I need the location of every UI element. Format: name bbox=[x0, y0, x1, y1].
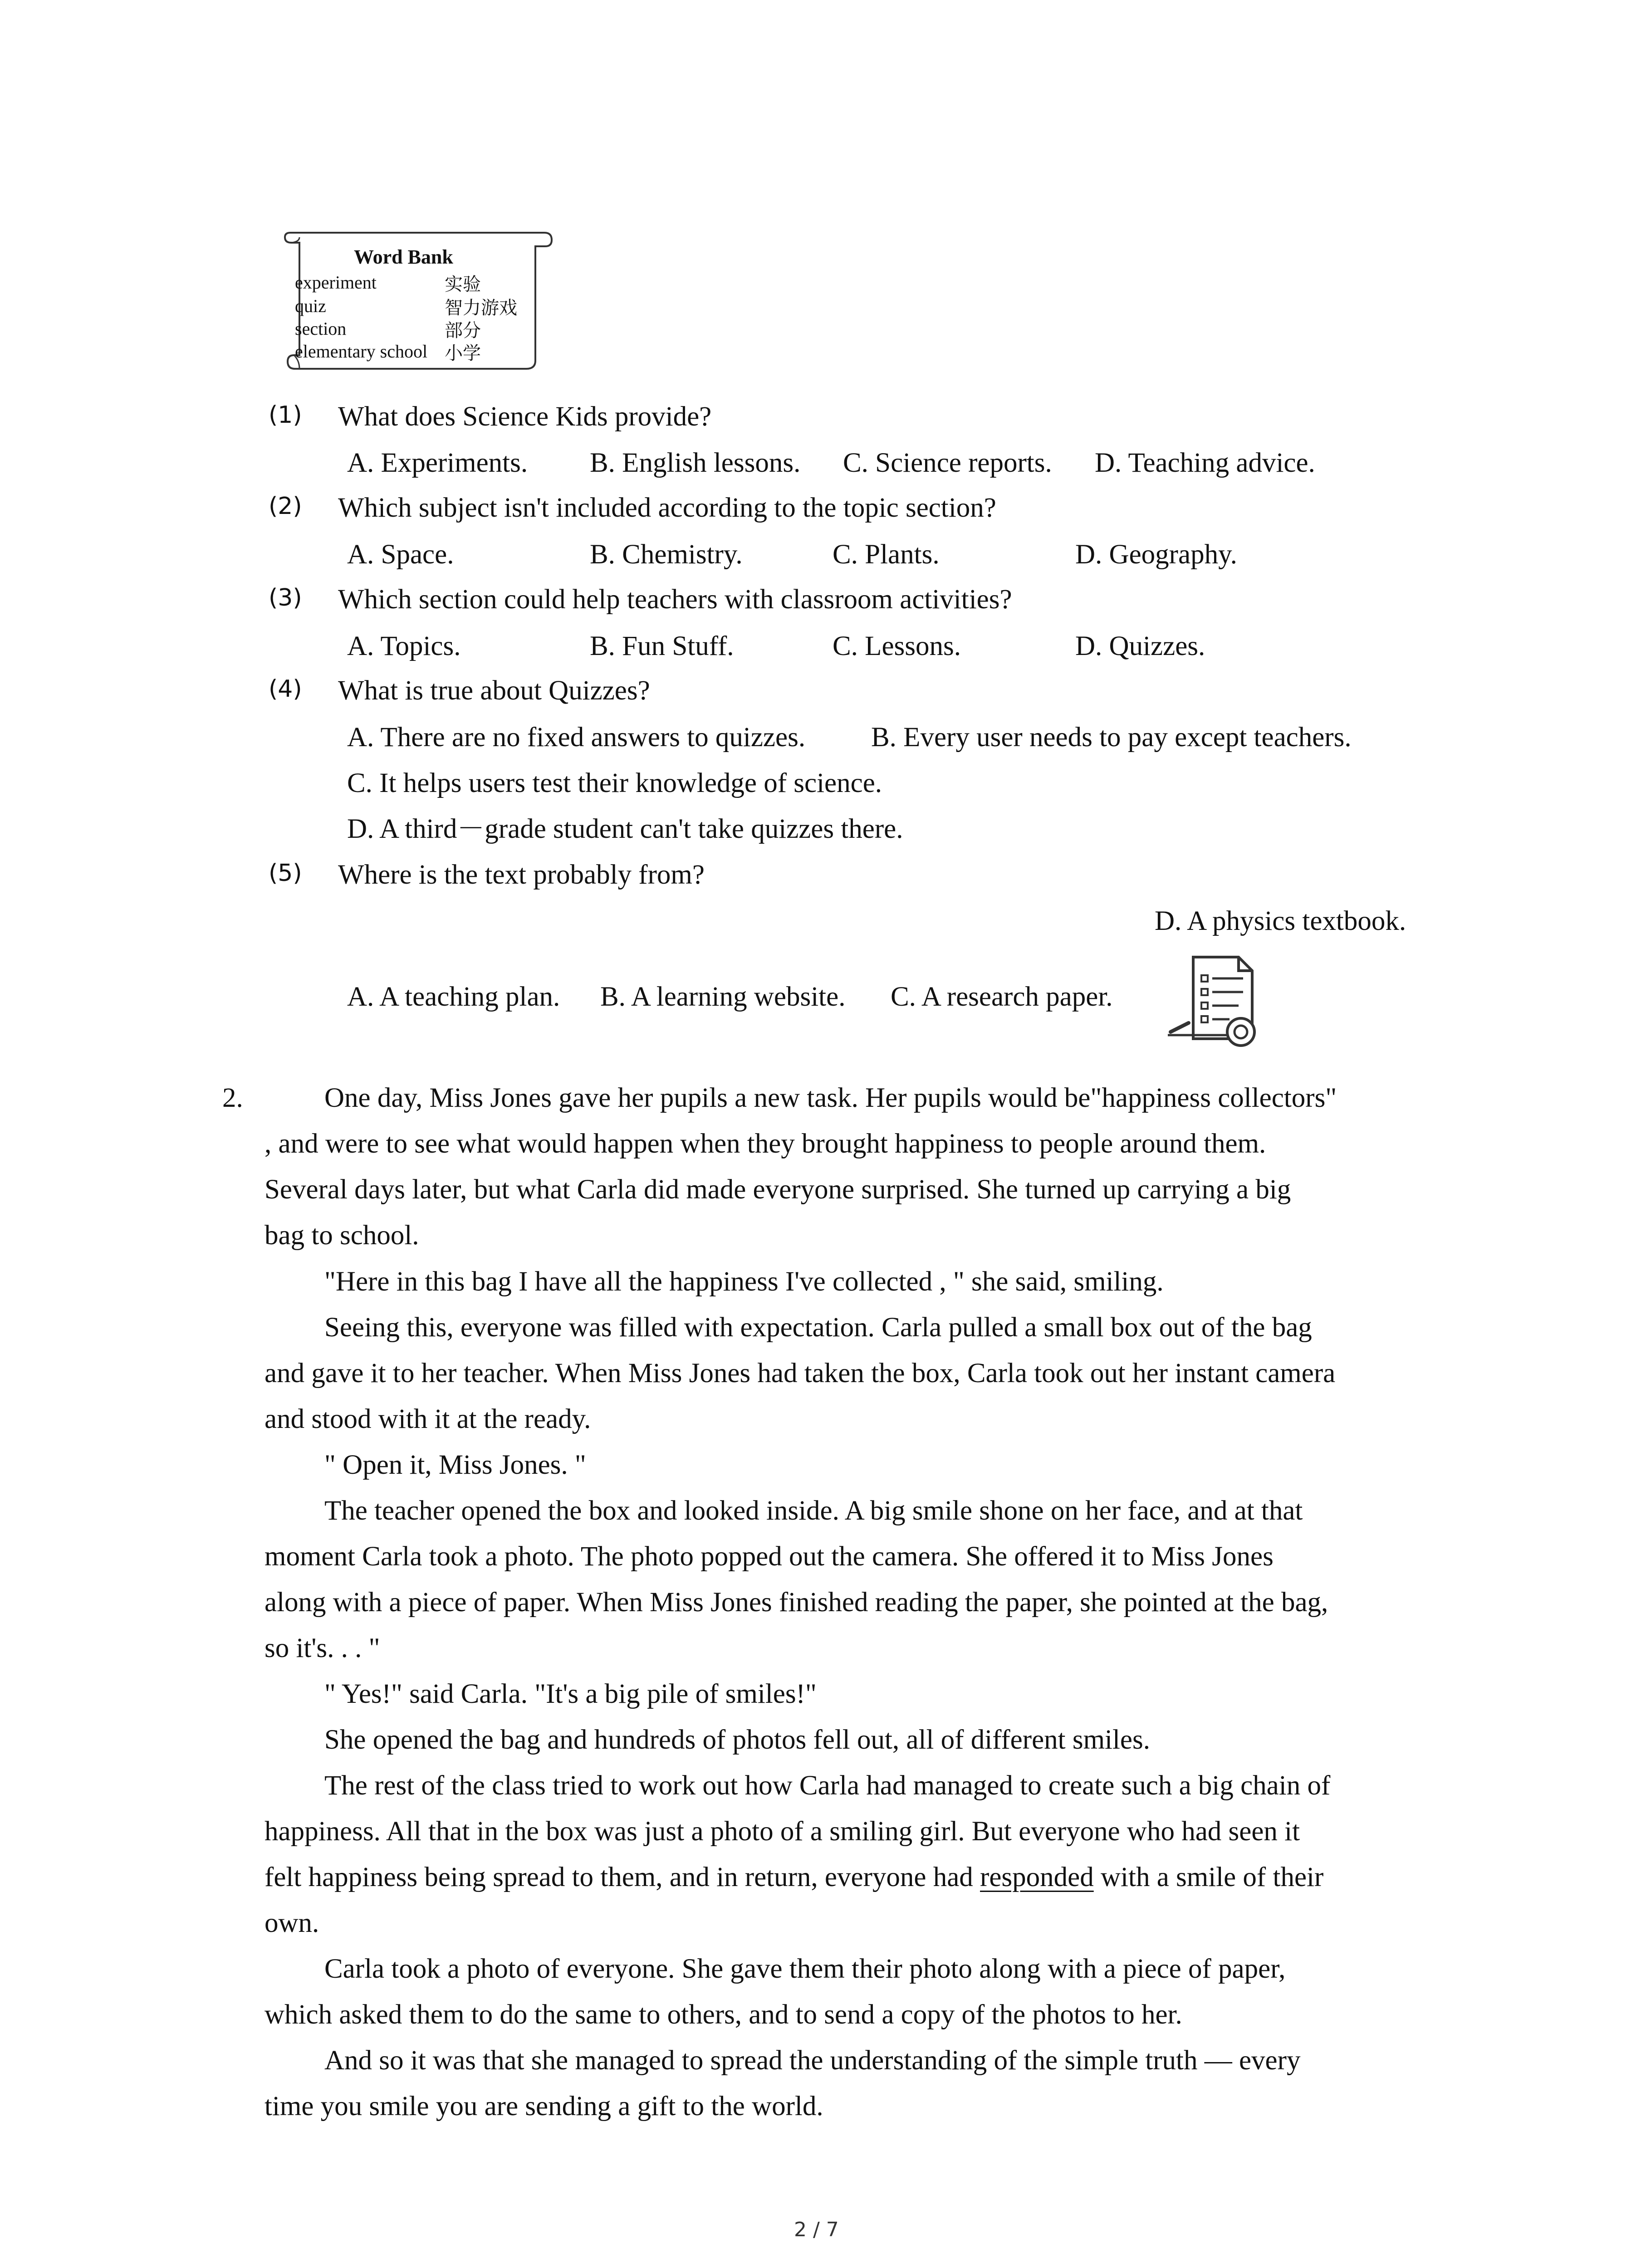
question-number: (4) bbox=[269, 675, 302, 703]
answer-option: B. Every user needs to pay except teachers. bbox=[871, 722, 1352, 753]
word-bank-term: section bbox=[295, 318, 347, 339]
word-bank bbox=[281, 225, 554, 379]
passage-line: She opened the bag and hundreds of photos fell out, all of different smiles. bbox=[324, 1725, 1150, 1755]
question-number: (2) bbox=[269, 493, 302, 520]
word-bank-term: experiment bbox=[295, 272, 377, 293]
question-text: Which subject isn't included according to the topic section? bbox=[338, 493, 996, 523]
passage-line: along with a piece of paper. When Miss Jones finished reading the paper, she pointed at the bag, bbox=[265, 1587, 1328, 1618]
passage-line: Carla took a photo of everyone. She gave them their photo along with a piece of paper, bbox=[324, 1954, 1286, 1984]
passage-line: , and were to see what would happen when they brought happiness to people around them. bbox=[265, 1129, 1266, 1159]
answer-option: D. A physics textbook. bbox=[1155, 906, 1406, 936]
answer-option: B. A learning website. bbox=[600, 982, 846, 1012]
passage-line: The rest of the class tried to work out how Carla had managed to create such a big chain of bbox=[324, 1770, 1331, 1801]
answer-option: B. Chemistry. bbox=[590, 539, 743, 570]
passage-line: And so it was that she managed to spread the understanding of the simple truth — every bbox=[324, 2045, 1301, 2076]
answer-option: B. Fun Stuff. bbox=[590, 631, 734, 661]
answer-option: C. Plants. bbox=[833, 539, 940, 570]
passage-line bbox=[265, 1863, 1323, 1891]
word-bank-term: elementary school bbox=[295, 341, 428, 362]
answer-option: D. A third－grade student can't take quizzes there. bbox=[347, 814, 903, 844]
answer-option: A. A teaching plan. bbox=[347, 982, 560, 1012]
answer-option: C. Science reports. bbox=[843, 448, 1052, 478]
passage-line: and gave it to her teacher. When Miss Jones had taken the box, Carla took out her instant camera bbox=[265, 1358, 1336, 1388]
passage-line: and stood with it at the ready. bbox=[265, 1404, 591, 1434]
passage-line: " Open it, Miss Jones. " bbox=[324, 1450, 586, 1480]
passage-line: happiness. All that in the box was just a photo of a smiling girl. But everyone who had seen it bbox=[265, 1816, 1300, 1847]
passage-line: "Here in this bag I have all the happiness I've collected , " she said, smiling. bbox=[324, 1266, 1164, 1297]
passage-line: own. bbox=[265, 1908, 319, 1938]
passage-line: " Yes!" said Carla. "It's a big pile of smiles!" bbox=[324, 1679, 817, 1709]
question-text: Which section could help teachers with classroom activities? bbox=[338, 584, 1012, 615]
answer-option: D. Quizzes. bbox=[1075, 631, 1205, 661]
passage-line: The teacher opened the box and looked inside. A big smile shone on her face, and at that bbox=[324, 1496, 1303, 1526]
question-text: Where is the text probably from? bbox=[338, 860, 705, 890]
passage-line: One day, Miss Jones gave her pupils a new task. Her pupils would be"happiness collectors" bbox=[324, 1083, 1337, 1113]
answer-option: B. English lessons. bbox=[590, 448, 801, 478]
word-bank-title: Word Bank bbox=[354, 246, 453, 268]
answer-option: A. Topics. bbox=[347, 631, 461, 661]
passage-line: moment Carla took a photo. The photo popped out the camera. She offered it to Miss Jones bbox=[265, 1541, 1274, 1572]
answer-option: C. It helps users test their knowledge of science. bbox=[347, 768, 882, 798]
answer-option: A. Experiments. bbox=[347, 448, 528, 478]
passage-line: Several days later, but what Carla did made everyone surprised. She turned up carrying a big bbox=[265, 1174, 1291, 1205]
passage-line: which asked them to do the same to others, and to send a copy of the photos to her. bbox=[265, 1999, 1182, 2030]
word-bank-translation: 部分 bbox=[445, 320, 481, 341]
answer-option: C. Lessons. bbox=[833, 631, 961, 661]
word-bank-term: quiz bbox=[295, 296, 326, 316]
question-number: (5) bbox=[269, 860, 302, 887]
question-number: (1) bbox=[269, 401, 302, 429]
page-number: 2 / 7 bbox=[794, 2218, 839, 2241]
underlined-word: responded bbox=[980, 1862, 1094, 1892]
word-bank-translation: 实验 bbox=[445, 274, 481, 295]
answer-option: A. Space. bbox=[347, 539, 454, 570]
answer-option: C. A research paper. bbox=[891, 982, 1113, 1012]
answer-option: D. Geography. bbox=[1075, 539, 1237, 570]
word-bank-translation: 智力游戏 bbox=[445, 298, 517, 318]
question-text: What does Science Kids provide? bbox=[338, 401, 712, 432]
document-checklist-icon bbox=[1161, 948, 1266, 1052]
passage-line-start: felt happiness being spread to them, and in return, everyone had bbox=[265, 1862, 980, 1892]
passage-line-end: with a smile of their bbox=[1093, 1862, 1324, 1892]
answer-option: D. Teaching advice. bbox=[1095, 448, 1315, 478]
answer-option: A. There are no fixed answers to quizzes. bbox=[347, 722, 806, 753]
passage-line: Seeing this, everyone was filled with expectation. Carla pulled a small box out of the bag bbox=[324, 1312, 1312, 1343]
passage-line: time you smile you are sending a gift to the world. bbox=[265, 2091, 823, 2121]
question-text: What is true about Quizzes? bbox=[338, 675, 650, 706]
question-number: (3) bbox=[269, 584, 302, 611]
word-bank-translation: 小学 bbox=[445, 343, 481, 364]
passage-line: so it's. . . " bbox=[265, 1633, 380, 1663]
passage-number: 2. bbox=[222, 1083, 243, 1113]
passage-line: bag to school. bbox=[265, 1220, 419, 1251]
